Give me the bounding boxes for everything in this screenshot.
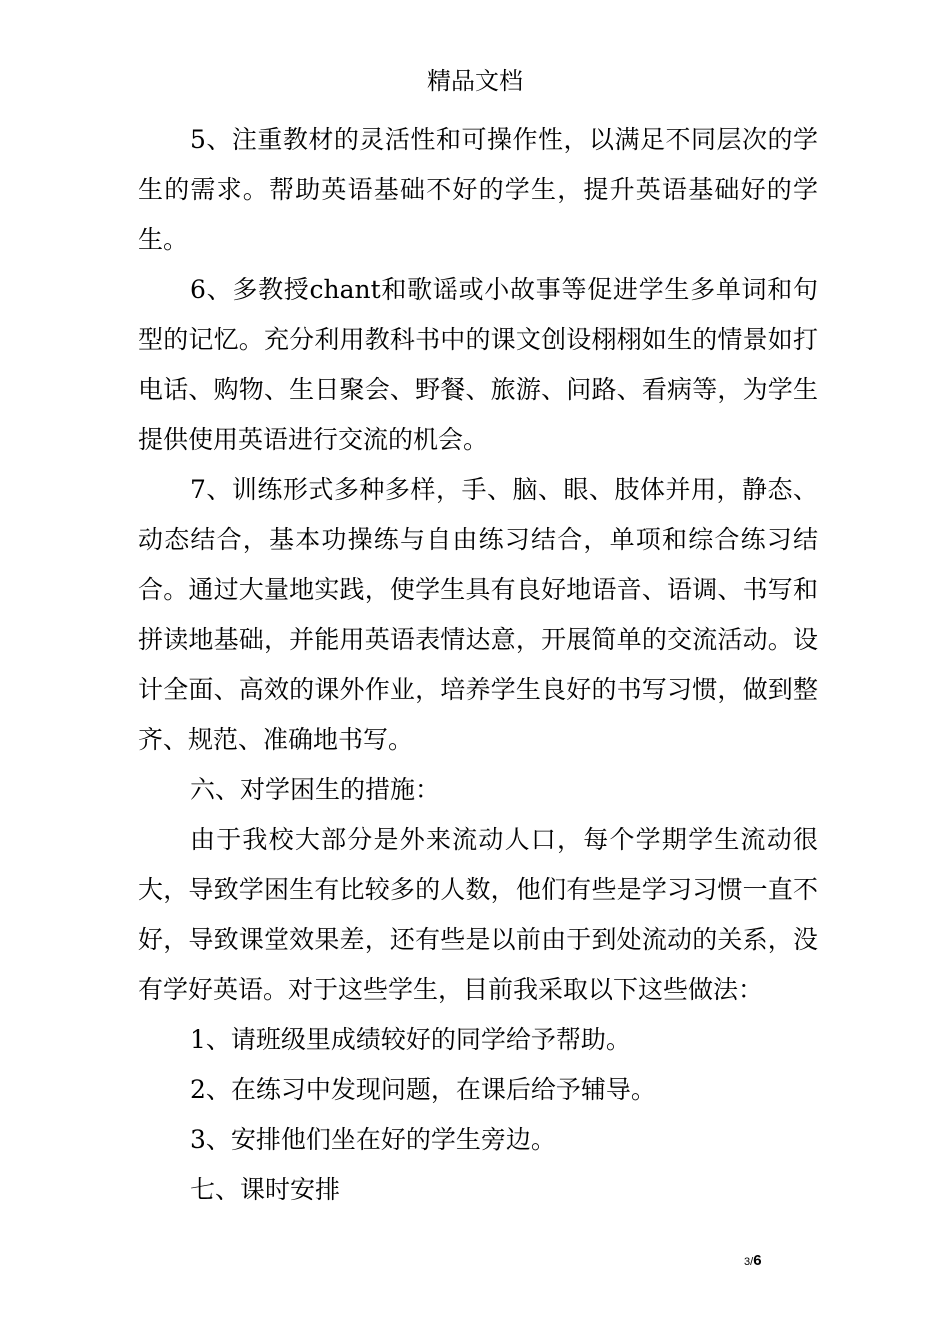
measure-item-3: 3、安排他们坐在好的学生旁边。 xyxy=(190,1125,556,1154)
section-heading-struggling-students: 六、对学困生的措施： xyxy=(190,775,441,804)
paragraph-item-7: 7、训练形式多种多样，手、脑、眼、肢体并用，静态、动态结合，基本功操练与自由练习结合，单项和综合练习结合。通过大量地实践，使学生具有良好地语音、语调、书写和拼读地基础，并能用英语表情达意，开展简单的交流活动。设计全面、高效的课外作业，培养学生良好的书写习惯，做到整齐、规范、准确地书写。 xyxy=(138,475,818,754)
page-number-current: 3/ xyxy=(744,1256,754,1268)
paragraph-item-6: 6、多教授chant和歌谣或小故事等促进学生多单词和句型的记忆。充分利用教科书中的课文创设栩栩如生的情景如打电话、购物、生日聚会、野餐、旅游、问路、看病等，为学生提供使用英语进行交流的机会。 xyxy=(138,275,818,454)
page-number-total: 6 xyxy=(753,1252,762,1269)
page-header-title: 精品文档 xyxy=(427,67,523,95)
document-body xyxy=(138,115,818,1215)
section-heading-schedule: 七、课时安排 xyxy=(190,1175,341,1204)
page-number xyxy=(744,1252,762,1271)
measure-item-2: 2、在练习中发现问题，在课后给予辅导。 xyxy=(190,1075,656,1104)
measure-item-1: 1、请班级里成绩较好的同学给予帮助。 xyxy=(190,1025,631,1054)
paragraph-struggling-students: 由于我校大部分是外来流动人口，每个学期学生流动很大，导致学困生有比较多的人数，他们有些是学习习惯一直不好，导致课堂效果差，还有些是以前由于到处流动的关系，没有学好英语。对于这些学生，目前我采取以下这些做法： xyxy=(138,825,818,1004)
paragraph-item-5: 5、注重教材的灵活性和可操作性，以满足不同层次的学生的需求。帮助英语基础不好的学生，提升英语基础好的学生。 xyxy=(138,125,818,254)
